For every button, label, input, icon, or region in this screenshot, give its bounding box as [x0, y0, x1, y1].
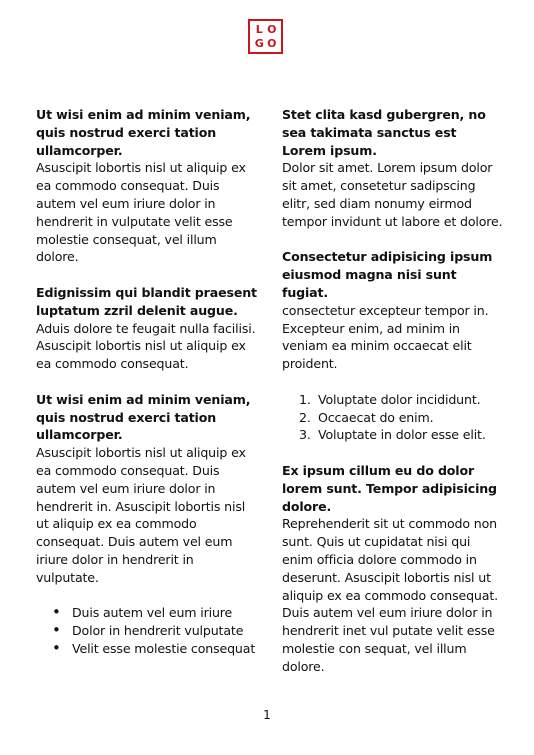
list-item: • Dolor in hendrerit vulputate [36, 622, 258, 640]
list-item [282, 409, 504, 427]
paragraph-body: Asuscipit lobortis nisl ut aliquip ex ea commodo consequat. Duis autem vel eum iriure dolor in hendrerit in. Asuscipit lobortis nisl ut aliquip ex ea commodo consequat. Duis autem vel eum iriure dolor in hendrerit in vulputate. [36, 445, 246, 585]
list-item: • Velit esse molestie consequat [36, 640, 258, 658]
paragraph [282, 106, 504, 231]
paragraph [282, 248, 504, 373]
bullet-list [36, 604, 258, 657]
list-item-text: Voluptate dolor incididunt. [318, 391, 481, 407]
list-item [282, 391, 504, 409]
numbered-list [282, 391, 504, 444]
right-column [282, 106, 504, 693]
paragraph-heading: Ut wisi enim ad minim veniam, quis nostrud exerci tation ullamcorper. [36, 391, 251, 443]
list-item-text: Occaecat do enim. [318, 409, 434, 425]
paragraph [36, 284, 258, 373]
paragraph-body: Reprehenderit sit ut commodo non sunt. Quis ut cupidatat nisi qui enim officia dolore commodo in deserunt. Asuscipit lobortis nisl ut aliquip ex ea commodo consequat. Duis autem vel eum iriure dolor in hendrerit inet vul putate velit esse molestie con sequat, vel illum dolore. [282, 516, 498, 674]
paragraph-heading: Stet clita kasd gubergren, no sea takimata sanctus est Lorem ipsum. [282, 107, 486, 158]
paragraph-body: Asuscipit lobortis nisl ut aliquip ex ea commodo consequat. Duis autem vel eum iriure dolor in hendrerit in vulputate velit esse molestie consequat, vel illum dolore. [36, 160, 246, 265]
list-item [282, 426, 504, 444]
list-item: • Duis autem vel eum iriure [36, 604, 258, 622]
paragraph [36, 106, 258, 266]
paragraph-heading: Consectetur adipisicing ipsum eiusmod magna nisi sunt fugiat. [282, 249, 493, 300]
list-item-text: Voluptate in dolor esse elit. [318, 427, 486, 443]
list-number: 3. [299, 427, 311, 443]
logo-letter: O [267, 36, 277, 50]
paragraph-heading: Ut wisi enim ad minim veniam, quis nostrud exerci tation ullamcorper. [36, 107, 251, 158]
logo-letter: L [255, 23, 263, 37]
paragraph-heading: Edignissim qui blandit praesent luptatum zzril delenit augue. [36, 284, 257, 318]
logo-letter: G [254, 36, 264, 50]
logo-letter: O [267, 23, 277, 37]
paragraph-body: consectetur excepteur tempor in. Excepteur enim, ad minim in veniam ea minim occaecat elit proident. [282, 302, 489, 372]
left-column [36, 106, 258, 676]
logo [248, 19, 283, 54]
page-number: 1 [263, 708, 271, 722]
list-number: 1. [299, 391, 311, 407]
list-number: 2. [299, 409, 311, 425]
paragraph-body: Dolor sit amet. Lorem ipsum dolor sit amet, consetetur sadipscing elitr, sed diam nonumy eirmod tempor invidunt ut labore et dolore. [282, 160, 503, 229]
paragraph [282, 462, 504, 676]
paragraph-body: Aduis dolore te feugait nulla facilisi. Asuscipit lobortis nisl ut aliquip ex ea commodo consequat. [36, 320, 256, 372]
paragraph-heading: Ex ipsum cillum eu do dolor lorem sunt. Tempor adipisicing dolore. [282, 462, 497, 514]
paragraph [36, 391, 258, 587]
